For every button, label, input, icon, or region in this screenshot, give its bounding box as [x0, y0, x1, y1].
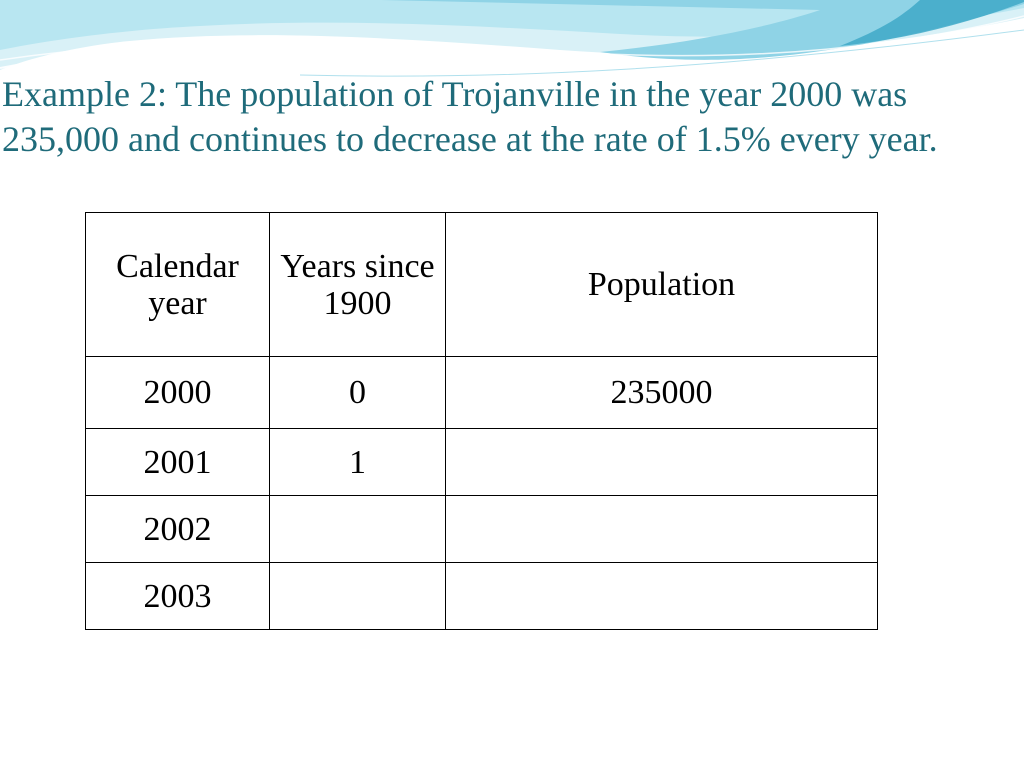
cell-years-since: 0: [270, 357, 446, 429]
cell-years-since: [270, 496, 446, 563]
cell-population: [446, 429, 878, 496]
cell-calendar-year: 2002: [86, 496, 270, 563]
cell-calendar-year: 2003: [86, 563, 270, 630]
table-row: [86, 429, 878, 496]
table-header-row: [86, 213, 878, 357]
table-row: [86, 563, 878, 630]
cell-population: 235000: [446, 357, 878, 429]
table-row: [86, 496, 878, 563]
cell-population: [446, 563, 878, 630]
cell-calendar-year: 2001: [86, 429, 270, 496]
table-row: [86, 357, 878, 429]
cell-years-since: 1: [270, 429, 446, 496]
population-table: [85, 212, 878, 630]
cell-years-since: [270, 563, 446, 630]
cell-population: [446, 496, 878, 563]
header-years-since-1900: Years since 1900: [270, 213, 446, 357]
header-calendar-year: Calendar year: [86, 213, 270, 357]
problem-statement: Example 2: The population of Trojanville in the year 2000 was 235,000 and continues to decrease at the rate of 1.5% every year.: [2, 74, 938, 159]
header-population: Population: [446, 213, 878, 357]
cell-calendar-year: 2000: [86, 357, 270, 429]
